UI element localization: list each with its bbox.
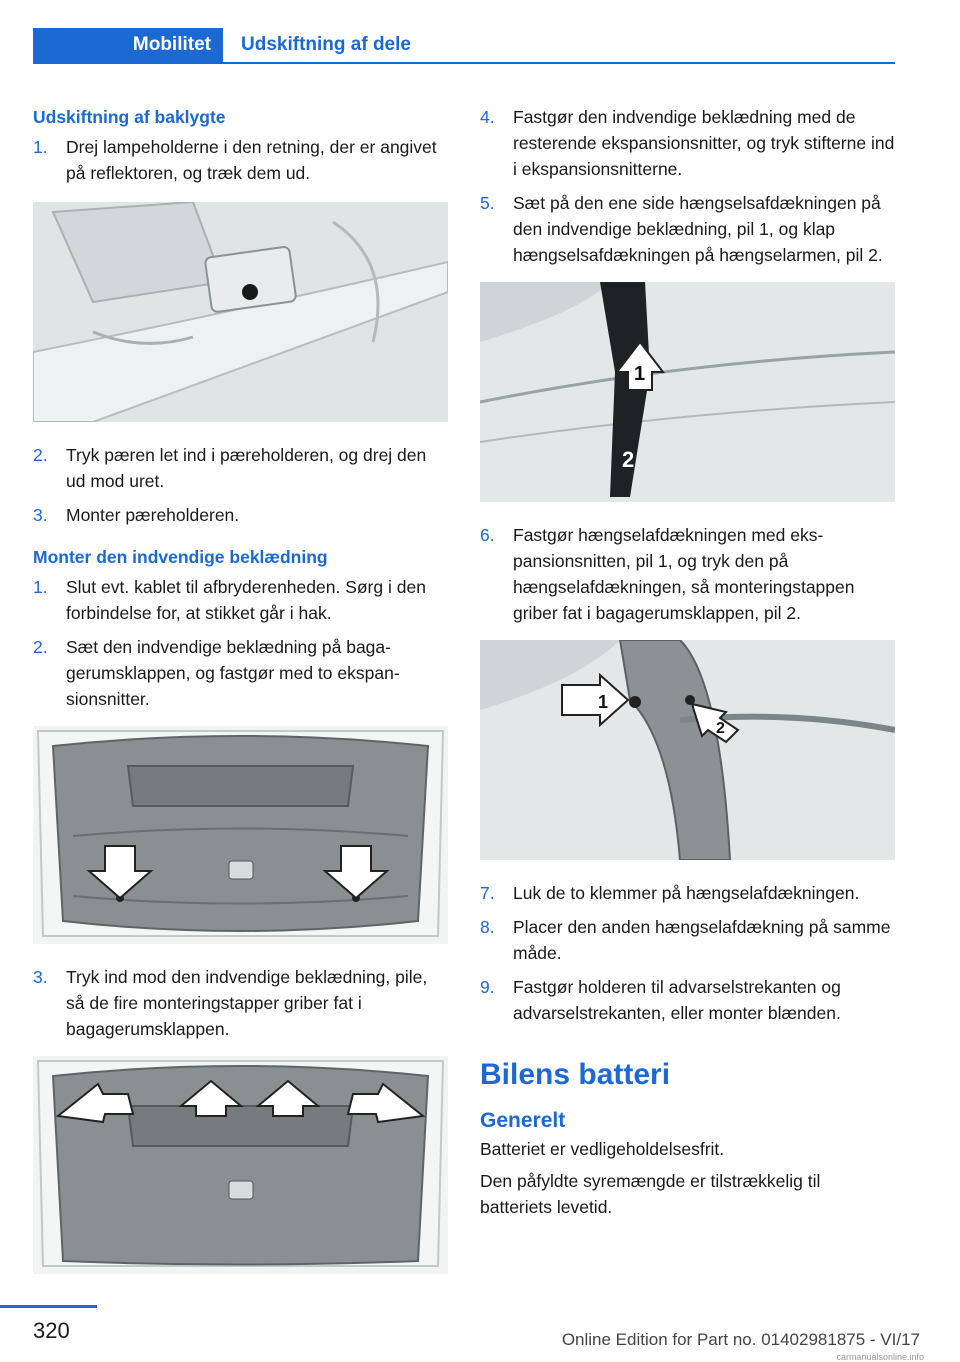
- step-list: [33, 574, 448, 712]
- step-item: [480, 522, 895, 626]
- edition-text: Online Edition for Part no. 01402981875 - VI/17: [561, 1330, 920, 1349]
- step-list: [33, 442, 448, 528]
- step-list: [33, 964, 448, 1042]
- arrow-1-label: 1: [634, 363, 646, 385]
- step-text: Fastgør hængselafdækningen med ekspansionsnitten, pil 1, og tryk den på hængselafdækningen, så monteringstappen griber fat i bagagerumsklappen, pil 2.: [513, 525, 855, 623]
- heading-general: Generelt: [480, 1109, 566, 1132]
- step-item: [480, 974, 895, 1026]
- subheading-inner-lining: Monter den indvendige beklædning: [33, 547, 328, 567]
- paragraph: Batteriet er vedligeholdelsesfrit.: [480, 1139, 725, 1159]
- footer-rule: [0, 1305, 97, 1308]
- left-column: [33, 104, 448, 1294]
- arrow-2-label: 2: [622, 447, 635, 472]
- step-number: 1.: [33, 577, 48, 597]
- step-text: Drej lampeholderne i den retning, der er angivet på reflektoren, og træk dem ud.: [66, 137, 437, 183]
- step-list: [480, 522, 895, 626]
- step-number: 4.: [480, 107, 495, 127]
- hinge-cover-illustration: [480, 282, 895, 502]
- header-section-label: Mobilitet: [132, 34, 211, 55]
- figure-hinge-cover-2: [480, 640, 895, 860]
- paragraph: Den påfyldte syremængde er tilstrækkelig til batteriets levetid.: [480, 1171, 821, 1217]
- step-number: 6.: [480, 525, 495, 545]
- subheading-taillight: Udskiftning af baklygte: [33, 107, 226, 127]
- step-item: [33, 574, 448, 626]
- step-text: Monter pæreholderen.: [66, 505, 240, 525]
- figure-lining-four-arrows: [33, 1056, 448, 1274]
- step-number: 9.: [480, 977, 495, 997]
- step-text: Slut evt. kablet til afbryderenheden. Sørg i den forbindelse for, at stikket går i hak.: [66, 577, 426, 623]
- figure-taillight-holder: [33, 202, 448, 422]
- figure-lining-two-arrows: [33, 726, 448, 944]
- watermark-text: carmanualsonline.info: [836, 1352, 924, 1362]
- step-item: [33, 134, 448, 186]
- step-item: [33, 964, 448, 1042]
- step-text: Placer den anden hængselafdækning på samme måde.: [513, 917, 891, 963]
- step-text: Sæt på den ene side hængselsafdækningen på den indvendige beklædning, pil 1, og klap hængselsafdækningen på hængselarmen, pil 2.: [513, 193, 883, 265]
- step-item: [480, 104, 895, 182]
- hinge-rivet-illustration: [480, 640, 895, 860]
- step-list: [480, 104, 895, 268]
- page-number: 320: [33, 1318, 70, 1343]
- right-column: [480, 104, 895, 1226]
- lining-press-illustration: [33, 1056, 448, 1274]
- step-item: [33, 634, 448, 712]
- step-number: 2.: [33, 445, 48, 465]
- header-section-tab: [33, 28, 223, 62]
- arrow-2-label: 2: [716, 720, 725, 737]
- header-subsection-tab: [223, 28, 895, 62]
- step-list: [33, 134, 448, 186]
- step-number: 3.: [33, 505, 48, 525]
- taillight-illustration: [33, 202, 448, 422]
- step-number: 5.: [480, 193, 495, 213]
- figure-hinge-cover-1: [480, 282, 895, 502]
- step-text: Sæt den indvendige beklædning på bagagerumsklappen, og fastgør med to ekspansionsnitter.: [66, 637, 400, 709]
- step-text: Luk de to klemmer på hængselafdækningen.: [513, 883, 860, 903]
- step-item: [480, 190, 895, 268]
- header-rule: [33, 62, 895, 64]
- step-number: 1.: [33, 137, 48, 157]
- arrow-1-label: 1: [598, 692, 609, 712]
- heading-battery: Bilens batteri: [480, 1058, 671, 1091]
- step-list: [480, 880, 895, 1026]
- step-item: [480, 914, 895, 966]
- step-number: 2.: [33, 637, 48, 657]
- lining-illustration: [33, 726, 448, 944]
- step-text: Fastgør den indvendige beklædning med de resterende ekspansionsnitter, og tryk stifterne ind i ekspansionsnitterne.: [513, 107, 895, 179]
- step-item: [33, 502, 448, 528]
- header-subsection-label: Udskiftning af dele: [241, 34, 411, 55]
- step-item: [480, 880, 895, 906]
- step-number: 7.: [480, 883, 495, 903]
- step-text: Fastgør holderen til advarselstrekanten og advarselstrekanten, eller monter blænden.: [513, 977, 841, 1023]
- step-item: [33, 442, 448, 494]
- step-number: 8.: [480, 917, 495, 937]
- step-number: 3.: [33, 967, 48, 987]
- step-text: Tryk ind mod den indvendige beklædning, pile, så de fire monteringstapper griber fat i bagagerumsklappen.: [66, 967, 428, 1039]
- step-text: Tryk pæren let ind i pæreholderen, og drej den ud mod uret.: [66, 445, 427, 491]
